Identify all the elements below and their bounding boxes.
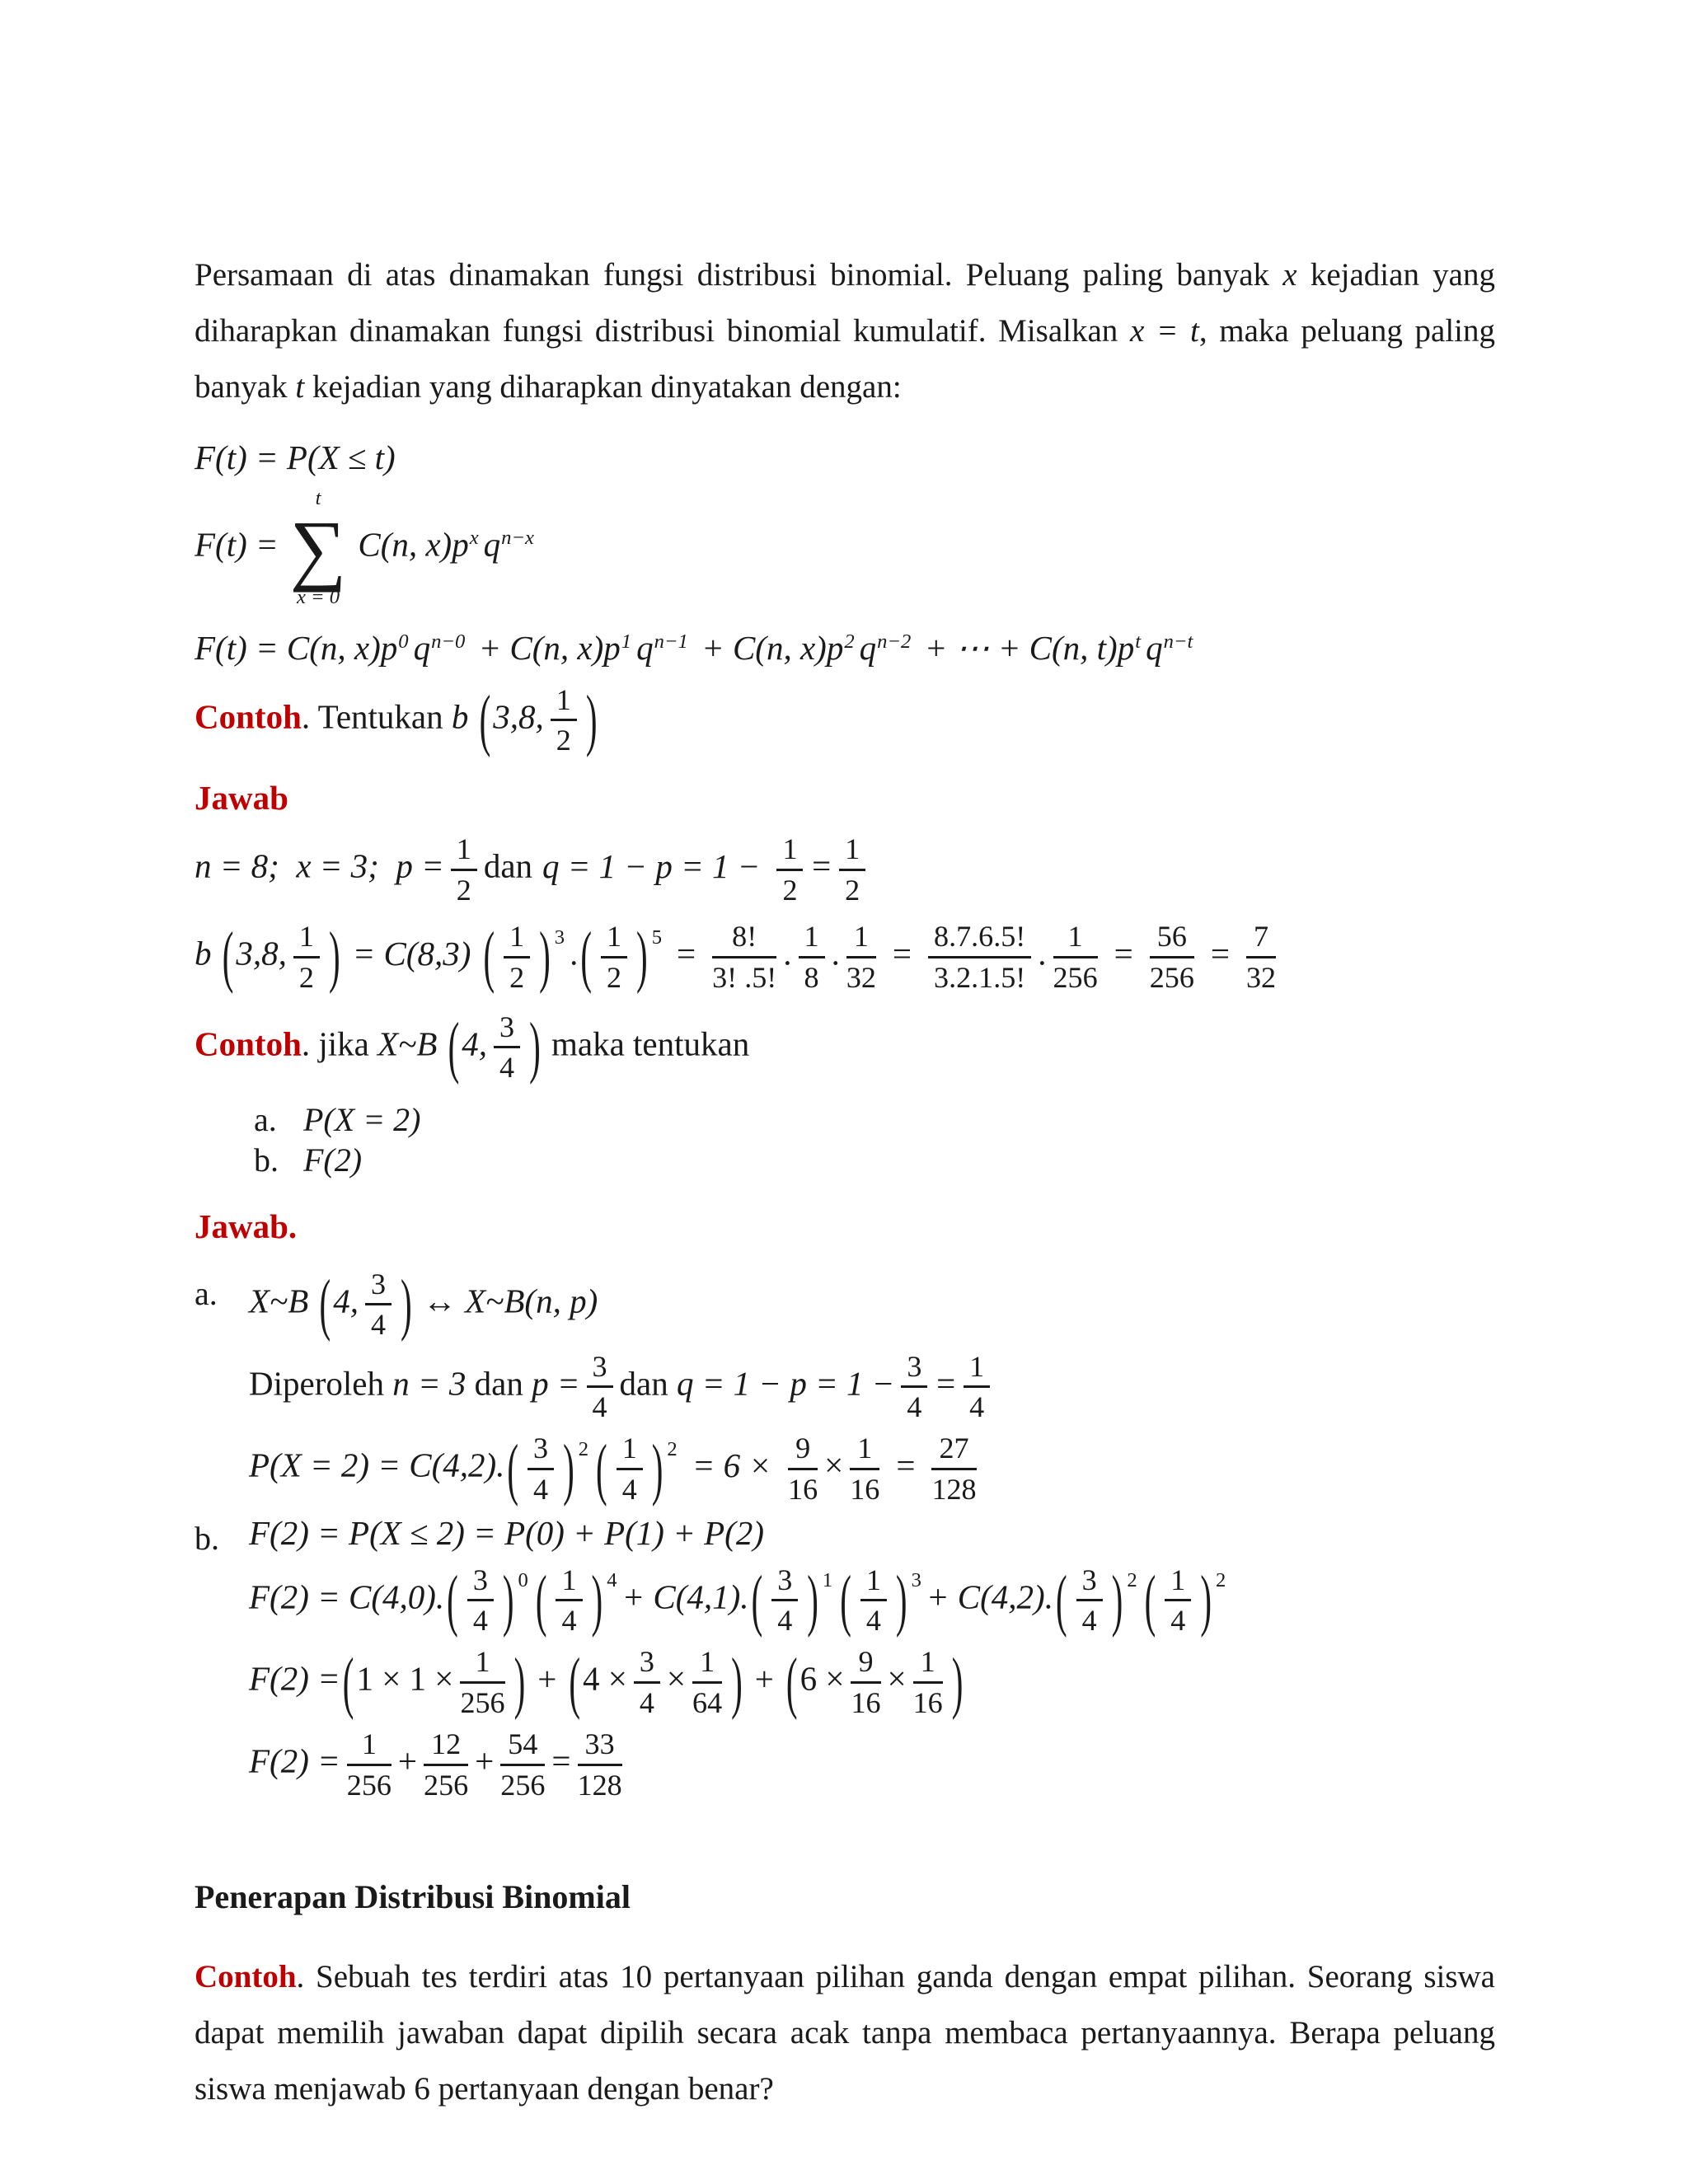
math-var: x = t xyxy=(1129,313,1199,349)
superscript: t xyxy=(1135,630,1142,653)
big-paren: ( xyxy=(1144,1559,1156,1638)
big-paren: ) xyxy=(895,1559,907,1638)
big-paren: ( xyxy=(342,1642,354,1721)
superscript: 2 xyxy=(844,630,855,653)
big-paren: ) xyxy=(1111,1559,1123,1638)
fraction: $\frac{3}{4}$ xyxy=(528,1432,554,1506)
equals: = xyxy=(551,1741,571,1780)
item-marker: b. xyxy=(195,1520,219,1558)
big-paren: ) xyxy=(400,1264,412,1343)
big-paren: ) xyxy=(651,1428,663,1507)
math-run: q xyxy=(636,629,654,668)
big-paren: ( xyxy=(483,916,495,995)
exponent: 3 xyxy=(554,926,565,949)
math-run: + C(n, x)p xyxy=(470,629,621,668)
example-1-heading xyxy=(195,680,1495,758)
plus: + xyxy=(754,1659,774,1698)
math-run: F(t) = xyxy=(195,525,279,564)
fraction: $\frac{9}{16}$ xyxy=(851,1645,881,1719)
fraction: $\frac{1}{2}$ xyxy=(601,920,627,994)
big-paren: ( xyxy=(751,1559,763,1638)
fraction: $\frac{1}{2}$ xyxy=(293,920,320,994)
math-run: X~B xyxy=(249,1282,317,1320)
solution-b xyxy=(195,1512,1495,1802)
math-run: q xyxy=(1146,629,1163,668)
math-run: q xyxy=(413,629,431,668)
solution-a xyxy=(195,1264,1495,1507)
paragraph-example-3 xyxy=(195,1949,1503,2117)
superscript: n−1 xyxy=(654,630,688,653)
text-run: . Tentukan xyxy=(301,696,452,735)
sigma-icon: ∑ xyxy=(289,504,347,593)
dot-operator: . xyxy=(1038,934,1047,972)
fraction: $\frac{3}{4}$ xyxy=(365,1268,392,1342)
math-run: 4 × xyxy=(583,1659,627,1698)
equals: = xyxy=(892,934,912,972)
fraction: $\frac{1}{256}$ xyxy=(346,1727,392,1802)
math-run: F(2) = xyxy=(249,1741,340,1780)
math-run: P(X = 2) xyxy=(303,1100,421,1138)
superscript: n−t xyxy=(1163,630,1193,653)
math-run: n = 3 xyxy=(392,1363,475,1402)
exponent: 1 xyxy=(822,1569,833,1591)
big-paren: ( xyxy=(596,1428,607,1507)
math-run: ↔ X~B(n, p) xyxy=(414,1282,598,1320)
math-run: F(2) = P(X ≤ 2) = P(0) + P(1) + P(2) xyxy=(249,1514,764,1553)
times: × xyxy=(824,1446,844,1484)
solution-b-content xyxy=(249,1512,1495,1802)
superscript: n−0 xyxy=(431,630,466,653)
math-run: + C(4,2). xyxy=(926,1577,1053,1615)
fraction: $\frac{1}{256}$ xyxy=(460,1645,505,1719)
math-run: = 6 × xyxy=(692,1446,772,1484)
item-marker: b. xyxy=(254,1141,279,1179)
math-run: + ⋯ + C(n, t)p xyxy=(916,629,1135,668)
math-run: + C(4,1). xyxy=(621,1577,749,1615)
big-paren: ( xyxy=(580,916,592,995)
fraction: $\frac{7}{32}$ xyxy=(1246,920,1277,994)
jawab-2-heading: Jawab. xyxy=(195,1207,298,1245)
text-run: kejadian yang diharapkan dinyatakan dengan: xyxy=(304,369,902,405)
contoh-label: Contoh xyxy=(195,1958,297,1994)
solution-a-content xyxy=(249,1264,1495,1507)
fraction: $\frac{1}{8}$ xyxy=(799,920,825,994)
fraction: $\frac{12}{256}$ xyxy=(424,1727,469,1802)
solution-b-line-4 xyxy=(249,1727,1495,1802)
fraction: $\frac{8!}{3! .5!}$ xyxy=(712,920,777,994)
superscript: n−2 xyxy=(877,630,912,653)
fraction: $\frac{3}{4}$ xyxy=(467,1563,494,1638)
big-paren: ) xyxy=(563,1428,574,1507)
fraction: $\frac{1}{16}$ xyxy=(850,1432,880,1506)
big-paren: ( xyxy=(447,1559,458,1638)
exponent: 0 xyxy=(518,1569,528,1591)
math-run: F(t) = C(n, x)p xyxy=(195,629,398,668)
text-run: dan xyxy=(619,1363,677,1402)
fraction: $\frac{3}{4}$ xyxy=(494,1010,520,1085)
exponent: 2 xyxy=(1215,1569,1226,1591)
times: × xyxy=(887,1659,907,1698)
dot-operator: . xyxy=(570,934,579,972)
text-run: , maka peluang paling banyak xyxy=(195,313,1503,405)
dot-operator: . xyxy=(831,934,840,972)
fraction: $\frac{1}{2}$ xyxy=(504,920,530,994)
example-2-heading xyxy=(195,1007,1495,1085)
big-paren: ) xyxy=(636,916,648,995)
exponent: 2 xyxy=(1127,1569,1137,1591)
big-paren: ) xyxy=(951,1642,964,1721)
math-run: = C(8,3) xyxy=(352,934,471,972)
equals: = xyxy=(1114,934,1133,972)
item-marker: a. xyxy=(254,1100,277,1138)
fraction: $\frac{54}{256}$ xyxy=(500,1727,546,1802)
sum-upper-limit: t xyxy=(315,487,321,510)
big-paren: ( xyxy=(448,1007,460,1085)
superscript: 0 xyxy=(398,630,409,653)
math-run: 6 × xyxy=(799,1659,845,1698)
text-run: dan xyxy=(474,1363,532,1402)
math-var: t xyxy=(295,369,305,405)
math-var: x xyxy=(1282,257,1297,293)
math-run: F(2) xyxy=(303,1141,363,1179)
plus: + xyxy=(475,1741,495,1780)
fraction: $\frac{3}{4}$ xyxy=(771,1563,798,1638)
big-paren: ) xyxy=(502,1559,514,1638)
solution-a-line-3 xyxy=(249,1428,1495,1507)
math-run: 4, xyxy=(462,1024,488,1063)
big-paren: ) xyxy=(529,1007,541,1085)
text-run: . jika xyxy=(301,1024,378,1063)
fraction: $\frac{33}{128}$ xyxy=(577,1727,622,1802)
fraction: $\frac{1}{4}$ xyxy=(617,1432,643,1506)
summation-symbol xyxy=(290,487,347,609)
dot-operator: . xyxy=(783,934,792,972)
big-paren: ) xyxy=(807,1559,818,1638)
contoh-label: Contoh xyxy=(195,1024,302,1063)
exponent: 2 xyxy=(578,1437,589,1460)
formula-expansion xyxy=(195,627,1495,669)
math-run: q xyxy=(483,525,501,564)
exponent: 5 xyxy=(651,926,662,949)
solution-1-calculation xyxy=(195,916,1495,995)
solution-1-params xyxy=(195,832,1495,907)
big-paren: ( xyxy=(535,1559,547,1638)
fraction: $\frac{3}{4}$ xyxy=(634,1645,660,1719)
fraction: $\frac{1}{2}$ xyxy=(839,832,865,907)
superscript: n−x xyxy=(501,527,534,550)
list-item xyxy=(195,1099,1495,1140)
big-paren: ( xyxy=(479,680,491,758)
fraction: $\frac{3}{4}$ xyxy=(901,1350,927,1424)
plus: + xyxy=(537,1659,557,1698)
exponent: 3 xyxy=(911,1569,921,1591)
superscript: 1 xyxy=(621,630,632,653)
big-paren: ( xyxy=(569,1642,580,1721)
math-run: q = 1 − p = 1 − xyxy=(542,846,761,885)
equals: = xyxy=(896,1446,916,1484)
text-run: dan xyxy=(483,846,533,885)
fraction: $\frac{3}{4}$ xyxy=(587,1350,613,1424)
paragraph-intro xyxy=(195,247,1503,415)
text-run: maka tentukan xyxy=(542,1024,750,1063)
section-header: Penerapan Distribusi Binomial xyxy=(195,1877,631,1915)
big-paren: ) xyxy=(1200,1559,1212,1638)
contoh-label: Contoh xyxy=(195,696,302,735)
math-run: b xyxy=(451,696,477,735)
big-paren: ) xyxy=(731,1642,743,1721)
equals: = xyxy=(1210,934,1231,972)
times: × xyxy=(666,1659,687,1698)
sum-lower-limit: x = 0 xyxy=(296,586,340,609)
fraction: $\frac{1}{256}$ xyxy=(1053,920,1098,994)
big-paren: ) xyxy=(513,1642,526,1721)
formula-cumulative-def xyxy=(195,437,1495,479)
math-run: X~B xyxy=(377,1024,446,1063)
big-paren: ) xyxy=(591,1559,603,1638)
solution-b-line-3 xyxy=(249,1642,1495,1721)
formula-sum xyxy=(195,487,1495,609)
equals: = xyxy=(677,934,696,972)
big-paren: ) xyxy=(585,680,598,758)
fraction: $\frac{1}{4}$ xyxy=(556,1563,582,1638)
big-paren: ( xyxy=(507,1428,519,1507)
math-run: + C(n, x)p xyxy=(692,629,844,668)
big-paren: ) xyxy=(328,916,340,995)
big-paren: ( xyxy=(840,1559,851,1638)
math-run: p = xyxy=(532,1363,580,1402)
math-run: F(2) = xyxy=(249,1659,340,1698)
math-run: F(t) = P(X ≤ t) xyxy=(195,438,396,476)
solution-a-line-2 xyxy=(249,1350,1495,1424)
math-run: C(n, x)p xyxy=(358,525,469,564)
list-item xyxy=(195,1140,1495,1180)
plus: + xyxy=(397,1741,418,1780)
big-paren: ) xyxy=(539,916,551,995)
big-paren: ( xyxy=(1055,1559,1067,1638)
equals: = xyxy=(934,1363,958,1402)
fraction: $\frac{1}{16}$ xyxy=(912,1645,943,1719)
fraction: $\frac{1}{2}$ xyxy=(451,832,477,907)
text-run: Diperoleh xyxy=(249,1363,393,1402)
item-marker: a. xyxy=(195,1274,218,1312)
superscript: x xyxy=(469,527,479,550)
fraction: $\frac{1}{4}$ xyxy=(964,1350,990,1424)
math-run: = xyxy=(809,846,833,885)
math-run: F(2) = C(4,0). xyxy=(249,1577,445,1615)
big-paren: ( xyxy=(222,916,234,995)
exponent: 4 xyxy=(607,1569,617,1591)
big-paren: ( xyxy=(319,1264,331,1343)
math-run: b xyxy=(195,934,220,972)
fraction: $\frac{1}{4}$ xyxy=(860,1563,887,1638)
fraction: $\frac{1}{4}$ xyxy=(1165,1563,1191,1638)
solution-b-line-1 xyxy=(249,1512,1495,1554)
fraction: $\frac{9}{16}$ xyxy=(788,1432,818,1506)
math-run: 3,8, xyxy=(236,934,287,972)
text-run: . Sebuah tes terdiri atas 10 pertanyaan pilihan ganda dengan empat pilihan. Seorang siswa dapat memilih jawaban dapat dipilih secara acak tanpa membaca pertanyaannya. Berapa peluang siswa menjawab 6 pertanyaan dengan benar? xyxy=(195,1958,1503,2107)
fraction: $\frac{56}{256}$ xyxy=(1149,920,1194,994)
big-paren: ( xyxy=(785,1642,798,1721)
solution-a-line-1 xyxy=(249,1264,1495,1343)
fraction: $\frac{1}{32}$ xyxy=(846,920,876,994)
fraction: $\frac{8.7.6.5!}{3.2.1.5!}$ xyxy=(928,920,1031,994)
math-run: n = 8; x = 3; p = xyxy=(195,846,444,885)
fraction: $\frac{3}{4}$ xyxy=(1076,1563,1103,1638)
jawab-1-heading: Jawab xyxy=(195,779,288,818)
math-run: q = 1 − p = 1 − xyxy=(677,1363,895,1402)
exponent: 2 xyxy=(667,1437,678,1460)
question-list xyxy=(195,1099,1495,1180)
fraction: $\frac{1}{64}$ xyxy=(692,1645,723,1719)
solution-b-line-2 xyxy=(249,1559,1495,1638)
math-run: q xyxy=(859,629,877,668)
fraction: $\frac{1}{2}$ xyxy=(776,832,803,907)
text-run: Persamaan di atas dinamakan fungsi distribusi binomial. Peluang paling banyak xyxy=(195,257,1283,293)
math-run: 3,8, xyxy=(493,696,544,735)
math-run: P(X = 2) = C(4,2). xyxy=(249,1446,505,1484)
fraction: $\frac{1}{2}$ xyxy=(551,683,577,757)
fraction: $\frac{27}{128}$ xyxy=(931,1432,977,1506)
text-run: kejadian yang diharapkan dinamakan fungsi distribusi binomial kumulatif. Misalkan xyxy=(195,257,1503,349)
math-run: 4, xyxy=(333,1282,359,1320)
math-run: 1 × 1 × xyxy=(356,1659,454,1698)
